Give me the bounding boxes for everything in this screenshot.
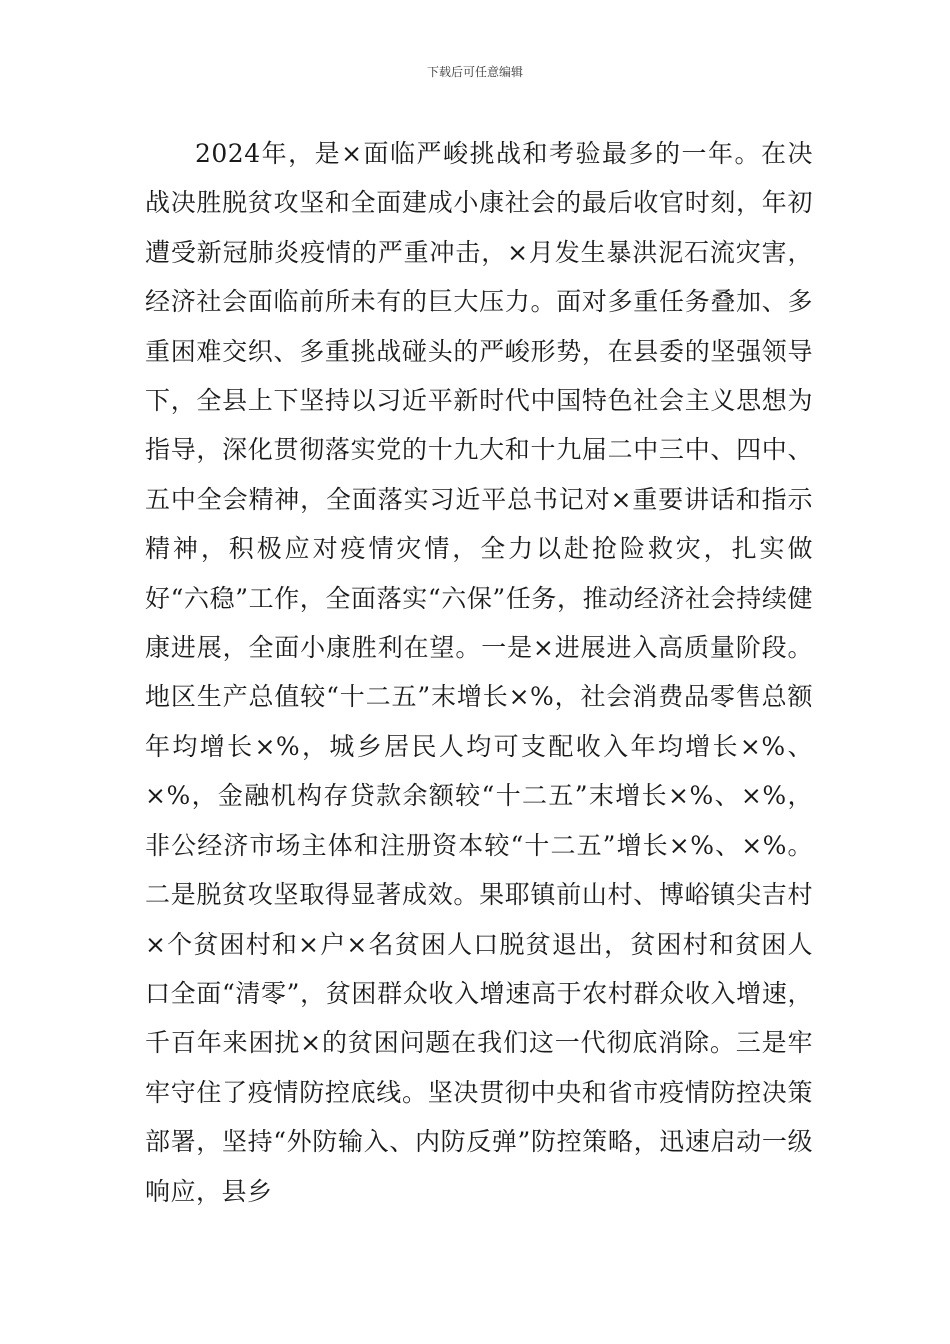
- page-header: 下载后可任意编辑: [426, 65, 523, 79]
- body-paragraph: 2024年，是×面临严峻挑战和考验最多的一年。在决战决胜脱贫攻坚和全面建成小康社会的最后收官时刻，年初遭受新冠肺炎疫情的严重冲击，×月发生暴洪泥石流灾害，经济社会面临前所未有的巨大压力。面对多重任务叠加、多重困难交织、多重挑战碰头的严峻形势，在县委的坚强领导下，全县上下坚持以习近平新时代中国特色社会主义思想为指导，深化贯彻落实党的十九大和十九届二中三中、四中、五中全会精神，全面落实习近平总书记对×重要讲话和指示精神，积极应对疫情灾情，全力以赴抢险救灾，扎实做好“六稳”工作，全面落实“六保”任务，推动经济社会持续健康进展，全面小康胜利在望。一是×进展进入高质量阶段。地区生产总值较“十二五”末增长×%，社会消费品零售总额年均增长×%，城乡居民人均可支配收入年均增长×%、×%，金融机构存贷款余额较“十二五”末增长×%、×%，非公经济市场主体和注册资本较“十二五”增长×%、×%。二是脱贫攻坚取得显著成效。果耶镇前山村、博峪镇尖吉村×个贫困村和×户×名贫困人口脱贫退出，贫困村和贫困人口全面“清零”，贫困群众收入增速高于农村群众收入增速，千百年来困扰×的贫困问题在我们这一代彻底消除。三是牢牢守住了疫情防控底线。坚决贯彻中央和省市疫情防控决策部署，坚持“外防输入、内防反弹”防控策略，迅速启动一级响应，县乡: [145, 139, 813, 1206]
